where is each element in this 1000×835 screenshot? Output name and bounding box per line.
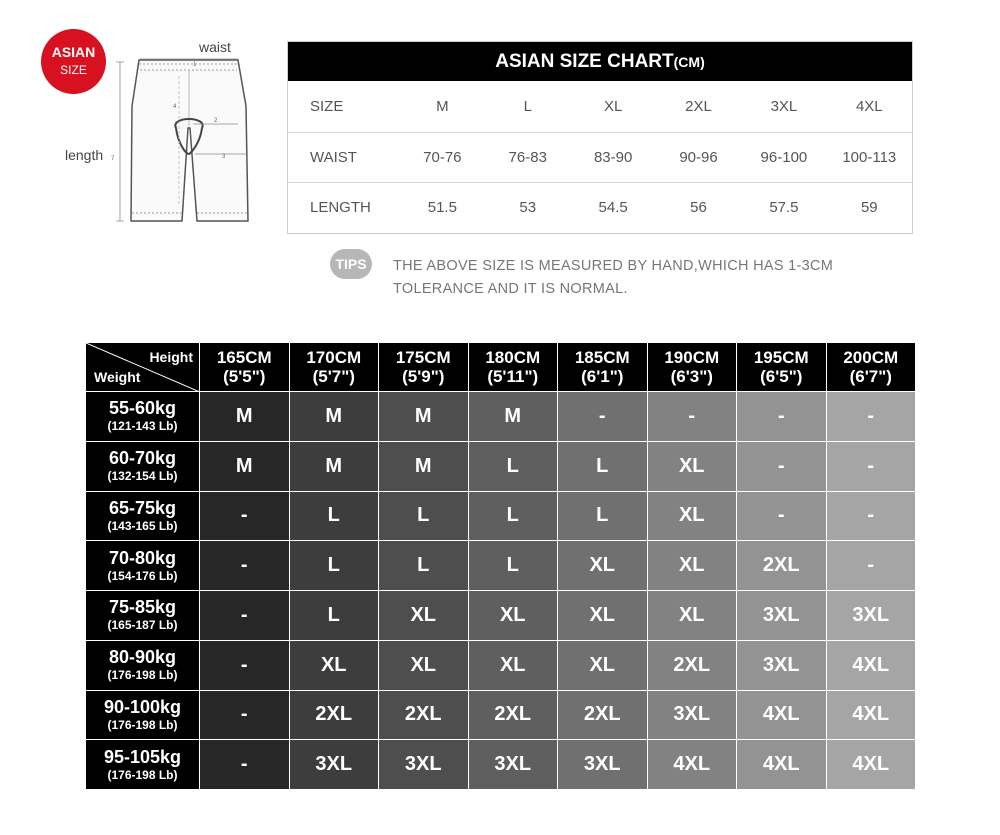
height-header-cell: [737, 343, 827, 392]
size-recommendation-cell: M: [290, 392, 380, 442]
size-recommendation-cell: L: [290, 541, 380, 591]
weight-lb: (176-198 Lb): [107, 717, 178, 732]
weight-lb: (176-198 Lb): [107, 668, 178, 683]
length-label: length: [65, 147, 104, 163]
size-recommendation-cell: XL: [469, 641, 559, 691]
height-cm: 175CM: [395, 348, 451, 367]
size-chart-cell: 53: [519, 199, 537, 217]
corner-weight-label: Weight: [94, 369, 141, 385]
marker-4: 4: [173, 104, 177, 110]
size-chart-cell: 4XL: [855, 97, 883, 115]
size-recommendation-cell: XL: [379, 641, 469, 691]
tips-icon: TIPS: [330, 249, 372, 279]
size-recommendation-cell: L: [379, 541, 469, 591]
size-recommendation-cell: 3XL: [827, 591, 917, 641]
weight-row-header: [86, 641, 200, 691]
height-ft: (6'5"): [760, 367, 803, 386]
size-recommendation-cell: 3XL: [648, 691, 738, 741]
size-recommendation-cell: XL: [558, 591, 648, 641]
tips-text: THE ABOVE SIZE IS MEASURED BY HAND,WHICH HAS 1-3CM TOLERANCE AND IT IS NORMAL.: [393, 258, 834, 297]
marker-3: 3: [222, 154, 226, 160]
size-recommendation-cell: L: [290, 591, 380, 641]
size-recommendation-cell: XL: [290, 641, 380, 691]
size-recommendation-cell: -: [200, 492, 290, 542]
height-cm: 190CM: [664, 348, 720, 367]
size-chart-row: [288, 81, 912, 132]
marker-7: 7: [111, 156, 115, 162]
badge-line-2: SIZE: [60, 63, 87, 77]
size-recommendation-cell: -: [200, 591, 290, 641]
size-chart-cell: 100-113: [842, 148, 897, 166]
weight-lb: (154-176 Lb): [107, 568, 178, 583]
size-recommendation-cell: 4XL: [737, 740, 827, 790]
waist-label: waist: [199, 39, 231, 55]
size-recommendation-cell: 3XL: [737, 591, 827, 641]
size-chart-row-label: LENGTH: [310, 199, 371, 217]
size-recommendation-cell: L: [469, 492, 559, 542]
size-recommendation-cell: -: [827, 392, 917, 442]
height-cm: 195CM: [753, 348, 809, 367]
size-chart-cell: L: [523, 97, 532, 115]
size-chart-cell: 56: [690, 199, 707, 217]
weight-kg: 55-60kg: [108, 398, 177, 419]
weight-kg: 60-70kg: [108, 448, 177, 469]
weight-kg: 70-80kg: [108, 547, 177, 568]
size-recommendation-cell: 4XL: [827, 641, 917, 691]
height-header-cell: [290, 343, 380, 392]
size-recommendation-cell: 3XL: [737, 641, 827, 691]
weight-kg: 65-75kg: [108, 497, 177, 518]
height-ft: (6'7"): [849, 367, 892, 386]
size-recommendation-cell: 3XL: [290, 740, 380, 790]
size-recommendation-cell: -: [827, 492, 917, 542]
size-recommendation-cell: -: [648, 392, 738, 442]
weight-lb: (176-198 Lb): [107, 767, 178, 782]
weight-row-header: [86, 492, 200, 542]
size-recommendation-cell: XL: [648, 541, 738, 591]
weight-lb: (165-187 Lb): [107, 618, 178, 633]
height-cm: 185CM: [574, 348, 630, 367]
marker-1: 1: [193, 62, 197, 68]
size-recommendation-cell: -: [200, 641, 290, 691]
weight-kg: 90-100kg: [103, 696, 182, 717]
height-ft: (5'7"): [312, 367, 355, 386]
weight-row-header: [86, 541, 200, 591]
size-recommendation-cell: -: [737, 442, 827, 492]
size-chart-row: [288, 132, 912, 183]
size-recommendation-cell: 2XL: [648, 641, 738, 691]
marker-2: 2: [214, 118, 218, 124]
size-recommendation-cell: XL: [648, 591, 738, 641]
size-chart-cell: 3XL: [770, 97, 798, 115]
size-chart-cell: 2XL: [685, 97, 712, 115]
weight-row-header: [86, 740, 200, 790]
size-recommendation-cell: -: [737, 492, 827, 542]
table-corner: [86, 343, 200, 392]
size-chart-cell: 83-90: [593, 148, 633, 166]
size-recommendation-cell: 4XL: [737, 691, 827, 741]
size-recommendation-cell: -: [827, 541, 917, 591]
size-chart-cell: 51.5: [427, 199, 457, 217]
size-recommendation-cell: 4XL: [827, 691, 917, 741]
corner-height-label: Height: [149, 349, 193, 365]
size-recommendation-cell: L: [558, 442, 648, 492]
height-ft: (5'9"): [402, 367, 445, 386]
size-chart-cell: 90-96: [679, 148, 718, 166]
size-recommendation-cell: 3XL: [379, 740, 469, 790]
weight-kg: 80-90kg: [108, 647, 177, 668]
height-header-cell: [827, 343, 917, 392]
size-recommendation-cell: L: [379, 492, 469, 542]
size-recommendation-cell: -: [737, 392, 827, 442]
weight-kg: 75-85kg: [108, 597, 177, 618]
weight-row-header: [86, 392, 200, 442]
size-recommendation-cell: XL: [648, 492, 738, 542]
size-recommendation-cell: L: [290, 492, 380, 542]
size-recommendation-cell: XL: [469, 591, 559, 641]
size-chart-cell: 54.5: [598, 199, 628, 217]
weight-row-header: [86, 591, 200, 641]
asian-size-chart: [287, 41, 913, 234]
size-recommendation-cell: XL: [379, 591, 469, 641]
height-cm: 165CM: [216, 348, 272, 367]
size-recommendation-cell: 4XL: [648, 740, 738, 790]
height-header-cell: [558, 343, 648, 392]
size-chart-title: [288, 42, 912, 81]
size-recommendation-cell: 3XL: [558, 740, 648, 790]
height-header-cell: [200, 343, 290, 392]
height-header-cell: [648, 343, 738, 392]
size-chart-cell: 96-100: [760, 148, 808, 166]
size-chart-title-unit: (CM): [673, 54, 705, 70]
weight-row-header: [86, 442, 200, 492]
size-recommendation-cell: -: [200, 740, 290, 790]
weight-lb: (143-165 Lb): [107, 518, 178, 533]
height-header-cell: [469, 343, 559, 392]
weight-lb: (121-143 Lb): [107, 419, 178, 434]
weight-kg: 95-105kg: [103, 746, 182, 767]
size-chart-cell: M: [436, 97, 449, 115]
size-recommendation-cell: -: [200, 691, 290, 741]
size-recommendation-cell: 2XL: [558, 691, 648, 741]
size-recommendation-cell: 4XL: [827, 740, 917, 790]
size-recommendation-cell: L: [469, 541, 559, 591]
size-recommendation-cell: M: [200, 392, 290, 442]
size-recommendation-cell: 2XL: [737, 541, 827, 591]
height-header-cell: [379, 343, 469, 392]
size-recommendation-cell: XL: [648, 442, 738, 492]
size-recommendation-cell: XL: [558, 541, 648, 591]
size-recommendation-cell: L: [469, 442, 559, 492]
size-recommendation-cell: -: [558, 392, 648, 442]
size-chart-row-label: WAIST: [310, 148, 357, 166]
size-recommendation-cell: M: [200, 442, 290, 492]
size-recommendation-cell: M: [379, 392, 469, 442]
size-chart-rows: [288, 81, 912, 233]
height-ft: (6'3"): [670, 367, 713, 386]
size-recommendation-cell: M: [379, 442, 469, 492]
size-recommendation-cell: XL: [558, 641, 648, 691]
size-recommendation-cell: -: [827, 442, 917, 492]
size-chart-cell: 70-76: [423, 148, 462, 166]
size-chart-cell: 57.5: [769, 199, 799, 217]
size-recommendation-cell: L: [558, 492, 648, 542]
height-ft: (5'11"): [487, 367, 539, 386]
size-recommendation-cell: -: [200, 541, 290, 591]
height-cm: 180CM: [485, 348, 541, 367]
size-recommendation-cell: 2XL: [469, 691, 559, 741]
size-recommendation-cell: M: [469, 392, 559, 442]
size-chart-cell: 59: [860, 199, 878, 217]
size-recommendation-cell: M: [290, 442, 380, 492]
size-recommendation-cell: 2XL: [290, 691, 380, 741]
height-cm: 200CM: [843, 348, 899, 367]
size-recommendation-cell: 2XL: [379, 691, 469, 741]
weight-lb: (132-154 Lb): [107, 469, 178, 484]
height-weight-size-table: [86, 343, 916, 790]
height-cm: 170CM: [306, 348, 362, 367]
height-ft: (5'5"): [223, 367, 266, 386]
size-chart-cell: XL: [603, 97, 623, 115]
size-recommendation-cell: 3XL: [469, 740, 559, 790]
size-chart-row: [288, 182, 912, 233]
size-chart-cell: 76-83: [508, 148, 547, 166]
weight-row-header: [86, 691, 200, 741]
badge-line-1: ASIAN: [51, 44, 96, 60]
size-chart-row-label: SIZE: [310, 97, 344, 115]
height-ft: (6'1"): [581, 367, 624, 386]
shorts-diagram: [60, 36, 275, 236]
size-chart-title-text: ASIAN SIZE CHART: [495, 51, 674, 72]
